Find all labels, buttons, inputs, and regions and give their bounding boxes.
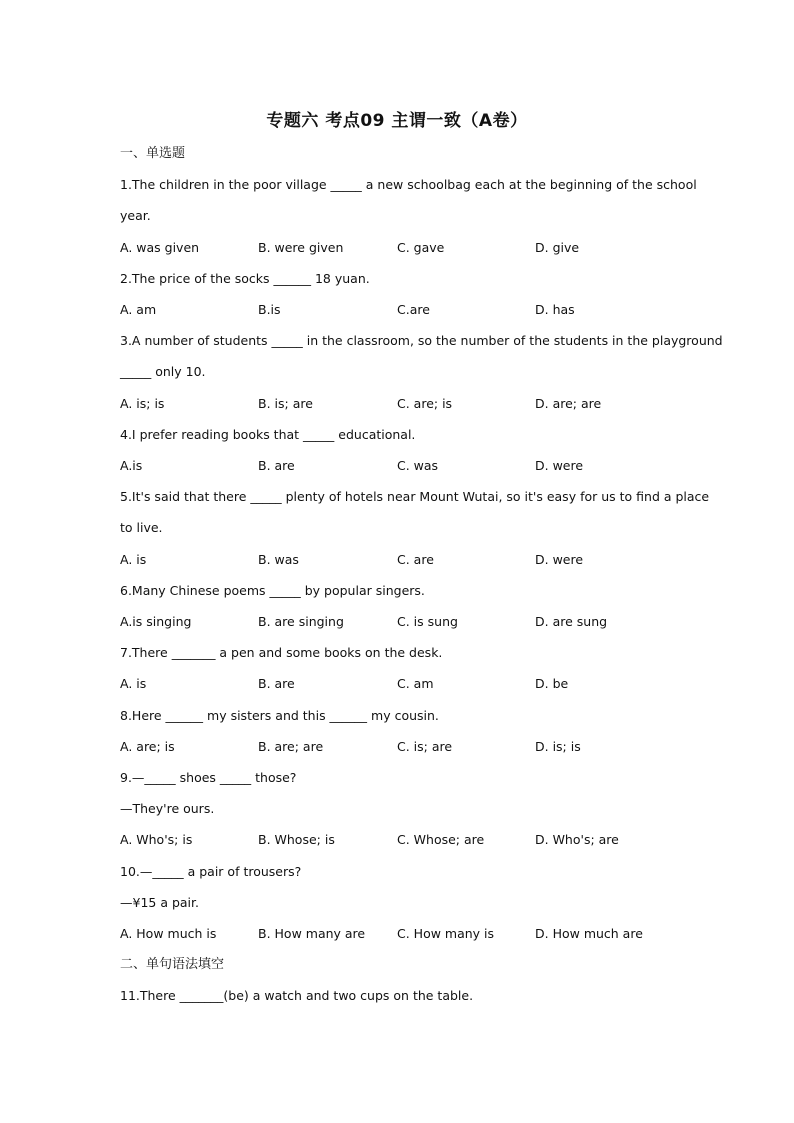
question-5-text-cont: to live. xyxy=(120,520,163,535)
question-1-option-b: B. were given xyxy=(258,240,344,255)
question-6-option-c: C. is sung xyxy=(397,614,458,629)
question-1-option-a: A. was given xyxy=(120,240,200,255)
question-4-option-a: A.is xyxy=(120,458,143,473)
question-3-text-cont: _____ only 10. xyxy=(120,364,206,379)
question-3-option-d: D. are; are xyxy=(535,396,602,411)
question-6-option-a: A.is singing xyxy=(120,614,192,629)
question-9-option-d: D. Who's; are xyxy=(535,832,619,847)
question-1-option-c: C. gave xyxy=(397,240,445,255)
question-8-text: 8.Here ______ my sisters and this ______ my cousin. xyxy=(120,708,439,723)
question-9-response: —They're ours. xyxy=(120,801,215,816)
question-4-option-c: C. was xyxy=(397,458,439,473)
question-10-option-d: D. How much are xyxy=(535,926,643,941)
question-2-option-c: C.are xyxy=(397,302,430,317)
question-5-option-b: B. was xyxy=(258,552,299,567)
question-3-text: 3.A number of students _____ in the classroom, so the number of the students in the playground xyxy=(120,333,723,348)
question-3-option-b: B. is; are xyxy=(258,396,313,411)
question-9-text: 9.—_____ shoes _____ those? xyxy=(120,770,297,785)
question-5-text: 5.It's said that there _____ plenty of hotels near Mount Wutai, so it's easy for us to find a place xyxy=(120,489,710,504)
question-3-option-c: C. are; is xyxy=(397,396,453,411)
question-6-option-b: B. are singing xyxy=(258,614,344,629)
question-2-option-d: D. has xyxy=(535,302,575,317)
question-4-option-b: B. are xyxy=(258,458,295,473)
question-1-text-cont: year. xyxy=(120,208,151,223)
question-10-option-a: A. How much is xyxy=(120,926,217,941)
question-5-option-a: A. is xyxy=(120,552,147,567)
question-7-option-d: D. be xyxy=(535,676,569,691)
question-8-option-d: D. is; is xyxy=(535,739,581,754)
question-10-response: —¥15 a pair. xyxy=(120,895,199,910)
page-title: 专题六 考点09 主谓一致（A卷） xyxy=(266,111,528,131)
question-8-option-a: A. are; is xyxy=(120,739,175,754)
question-4-option-d: D. were xyxy=(535,458,584,473)
question-1-text: 1.The children in the poor village _____ a new schoolbag each at the beginning of the school xyxy=(120,177,697,192)
question-10-text: 10.—_____ a pair of trousers? xyxy=(120,864,302,879)
question-9-option-c: C. Whose; are xyxy=(397,832,485,847)
question-2-text: 2.The price of the socks ______ 18 yuan. xyxy=(120,271,370,286)
question-8-option-b: B. are; are xyxy=(258,739,324,754)
question-4-text: 4.I prefer reading books that _____ educational. xyxy=(120,427,416,442)
question-9-option-b: B. Whose; is xyxy=(258,832,335,847)
question-7-option-c: C. am xyxy=(397,676,434,691)
question-3-option-a: A. is; is xyxy=(120,396,165,411)
question-5-option-d: D. were xyxy=(535,552,584,567)
question-6-text: 6.Many Chinese poems _____ by popular singers. xyxy=(120,583,425,598)
question-9-option-a: A. Who's; is xyxy=(120,832,193,847)
question-2-option-a: A. am xyxy=(120,302,157,317)
question-7-option-b: B. are xyxy=(258,676,295,691)
section-heading-single-choice: 一、单选题 xyxy=(120,146,186,161)
question-5-option-c: C. are xyxy=(397,552,434,567)
question-7-text: 7.There _______ a pen and some books on the desk. xyxy=(120,645,443,660)
question-10-option-c: C. How many is xyxy=(397,926,495,941)
question-1-option-d: D. give xyxy=(535,240,580,255)
question-11-text: 11.There _______(be) a watch and two cups on the table. xyxy=(120,988,474,1003)
question-2-option-b: B.is xyxy=(258,302,281,317)
section-heading-grammar-fill: 二、单句语法填空 xyxy=(120,957,225,972)
question-8-option-c: C. is; are xyxy=(397,739,453,754)
question-10-option-b: B. How many are xyxy=(258,926,366,941)
question-6-option-d: D. are sung xyxy=(535,614,608,629)
question-7-option-a: A. is xyxy=(120,676,147,691)
